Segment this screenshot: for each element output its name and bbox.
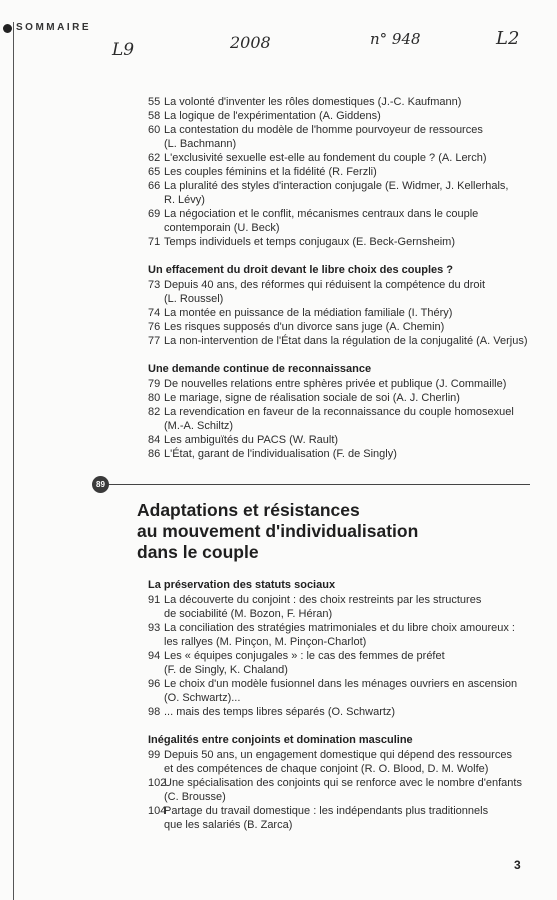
toc-entry xyxy=(148,447,543,461)
entry-title-continuation: et des compétences de chaque conjoint (R. O. Blood, D. M. Wolfe) xyxy=(164,763,489,775)
toc-entry xyxy=(148,306,543,320)
entry-title: Les risques supposés d'un divorce sans juge (A. Chemin) xyxy=(164,321,445,333)
entry-page-number: 71 xyxy=(148,236,161,248)
part-title xyxy=(137,500,537,563)
toc-bottom-block xyxy=(148,578,543,832)
entry-page-number: 104 xyxy=(148,805,167,817)
entry-page-number: 96 xyxy=(148,678,161,690)
toc-entry xyxy=(148,151,543,165)
entry-title: La pluralité des styles d'interaction conjugale (E. Widmer, J. Kellerhals, xyxy=(164,180,509,192)
entry-page-number: 80 xyxy=(148,392,161,404)
entry-page-number: 58 xyxy=(148,110,161,122)
margin-rule xyxy=(13,22,14,900)
part-page-badge: 89 xyxy=(92,476,109,493)
entry-page-number: 66 xyxy=(148,180,161,192)
toc-entry xyxy=(148,804,543,832)
entry-page-number: 102 xyxy=(148,777,167,789)
toc-entry xyxy=(148,705,543,719)
entry-title: La revendication en faveur de la reconnaissance du couple homosexuel xyxy=(164,406,514,418)
handwritten-year: 2008 xyxy=(230,33,271,52)
entry-page-number: 55 xyxy=(148,96,161,108)
entry-title-continuation: contemporain (U. Beck) xyxy=(164,222,280,234)
toc-entry xyxy=(148,278,543,306)
toc-entry xyxy=(148,649,543,677)
entry-title: La découverte du conjoint : des choix restreints par les structures xyxy=(164,594,482,606)
entry-page-number: 69 xyxy=(148,208,161,220)
entry-title: Temps individuels et temps conjugaux (E. Beck-Gernsheim) xyxy=(164,236,456,248)
part-title-line: au mouvement d'individualisation xyxy=(137,521,419,541)
entry-title: La logique de l'expérimentation (A. Giddens) xyxy=(164,110,381,122)
entry-title: Depuis 40 ans, des réformes qui réduisent la compétence du droit xyxy=(164,279,486,291)
entry-title: La volonté d'inventer les rôles domestiques (J.-C. Kaufmann) xyxy=(164,96,462,108)
section-heading: Un effacement du droit devant le libre choix des couples ? xyxy=(148,264,454,276)
part-title-line: dans le couple xyxy=(137,542,259,562)
toc-entry xyxy=(148,405,543,433)
entry-page-number: 73 xyxy=(148,279,161,291)
entry-title: Partage du travail domestique : les indépendants plus traditionnels xyxy=(164,805,489,817)
entry-page-number: 62 xyxy=(148,152,161,164)
entry-title: Une spécialisation des conjoints qui se renforce avec le nombre d'enfants xyxy=(164,777,522,789)
entry-page-number: 76 xyxy=(148,321,161,333)
entry-page-number: 79 xyxy=(148,378,161,390)
entry-title-continuation: (M.-A. Schiltz) xyxy=(164,420,234,432)
entry-title-continuation: R. Lévy) xyxy=(164,194,205,206)
entry-page-number: 65 xyxy=(148,166,161,178)
section-label: SOMMAIRE xyxy=(16,22,91,33)
toc-entry xyxy=(148,748,543,776)
toc-top-block xyxy=(148,95,543,461)
entry-page-number: 94 xyxy=(148,650,161,662)
section-gap xyxy=(148,348,543,362)
entry-page-number: 60 xyxy=(148,124,161,136)
entry-page-number: 77 xyxy=(148,335,161,347)
handwritten-issue-number: n° 948 xyxy=(370,30,421,48)
toc-entry xyxy=(148,433,543,447)
part-title-line: Adaptations et résistances xyxy=(137,500,360,520)
toc-entry xyxy=(148,207,543,235)
entry-page-number: 99 xyxy=(148,749,161,761)
entry-title: La conciliation des stratégies matrimoniales et du libre choix amoureux : xyxy=(164,622,515,634)
toc-entry xyxy=(148,776,543,804)
entry-title-continuation: (C. Brousse) xyxy=(164,791,226,803)
entry-title: La contestation du modèle de l'homme pourvoyeur de ressources xyxy=(164,124,483,136)
entry-title: Les ambiguïtés du PACS (W. Rault) xyxy=(164,434,339,446)
entry-title: Le mariage, signe de réalisation sociale de soi (A. J. Cherlin) xyxy=(164,392,460,404)
toc-entry xyxy=(148,377,543,391)
entry-title-continuation: les rallyes (M. Pinçon, M. Pinçon-Charlot) xyxy=(164,636,367,648)
entry-page-number: 82 xyxy=(148,406,161,418)
entry-page-number: 93 xyxy=(148,622,161,634)
section-gap xyxy=(148,249,543,263)
entry-title: ... mais des temps libres séparés (O. Schwartz) xyxy=(164,706,396,718)
entry-title: Les « équipes conjugales » : le cas des femmes de préfet xyxy=(164,650,445,662)
page-number: 3 xyxy=(514,858,521,872)
entry-title: Les couples féminins et la fidélité (R. Ferzli) xyxy=(164,166,377,178)
entry-title-continuation: de sociabilité (M. Bozon, F. Héran) xyxy=(164,608,333,620)
part-divider xyxy=(100,484,530,485)
section-heading: Une demande continue de reconnaissance xyxy=(148,363,372,375)
entry-page-number: 86 xyxy=(148,448,161,460)
toc-entry xyxy=(148,235,543,249)
entry-page-number: 91 xyxy=(148,594,161,606)
toc-entry xyxy=(148,334,543,348)
handwritten-note: L2 xyxy=(496,28,520,49)
toc-entry xyxy=(148,320,543,334)
entry-title: La négociation et le conflit, mécanismes centraux dans le couple xyxy=(164,208,479,220)
toc-entry xyxy=(148,677,543,705)
entry-title: L'exclusivité sexuelle est-elle au fondement du couple ? (A. Lerch) xyxy=(164,152,487,164)
entry-title-continuation: que les salariés (B. Zarca) xyxy=(164,819,293,831)
toc-entry xyxy=(148,621,543,649)
handwritten-note: L9 xyxy=(112,40,135,60)
entry-title: Depuis 50 ans, un engagement domestique qui dépend des ressources xyxy=(164,749,512,761)
entry-title: L'État, garant de l'individualisation (F. de Singly) xyxy=(164,448,397,460)
toc-entry xyxy=(148,391,543,405)
header-bullet xyxy=(3,24,12,33)
section-heading: Inégalités entre conjoints et domination masculine xyxy=(148,734,413,746)
entry-title: La montée en puissance de la médiation familiale (I. Théry) xyxy=(164,307,453,319)
entry-page-number: 98 xyxy=(148,706,161,718)
toc-entry xyxy=(148,123,543,151)
entry-title-continuation: (O. Schwartz)... xyxy=(164,692,241,704)
entry-title-continuation: (F. de Singly, K. Chaland) xyxy=(164,664,288,676)
entry-page-number: 84 xyxy=(148,434,161,446)
section-heading: La préservation des statuts sociaux xyxy=(148,579,336,591)
section-gap xyxy=(148,719,543,733)
toc-entry xyxy=(148,95,543,109)
entry-title-continuation: (L. Roussel) xyxy=(164,293,224,305)
entry-title: Le choix d'un modèle fusionnel dans les ménages ouvriers en ascension xyxy=(164,678,518,690)
toc-entry xyxy=(148,179,543,207)
entry-title: De nouvelles relations entre sphères privée et publique (J. Commaille) xyxy=(164,378,507,390)
toc-entry xyxy=(148,109,543,123)
entry-title-continuation: (L. Bachmann) xyxy=(164,138,237,150)
toc-entry xyxy=(148,593,543,621)
toc-entry xyxy=(148,165,543,179)
entry-page-number: 74 xyxy=(148,307,161,319)
entry-title: La non-intervention de l'État dans la régulation de la conjugalité (A. Verjus) xyxy=(164,335,528,347)
